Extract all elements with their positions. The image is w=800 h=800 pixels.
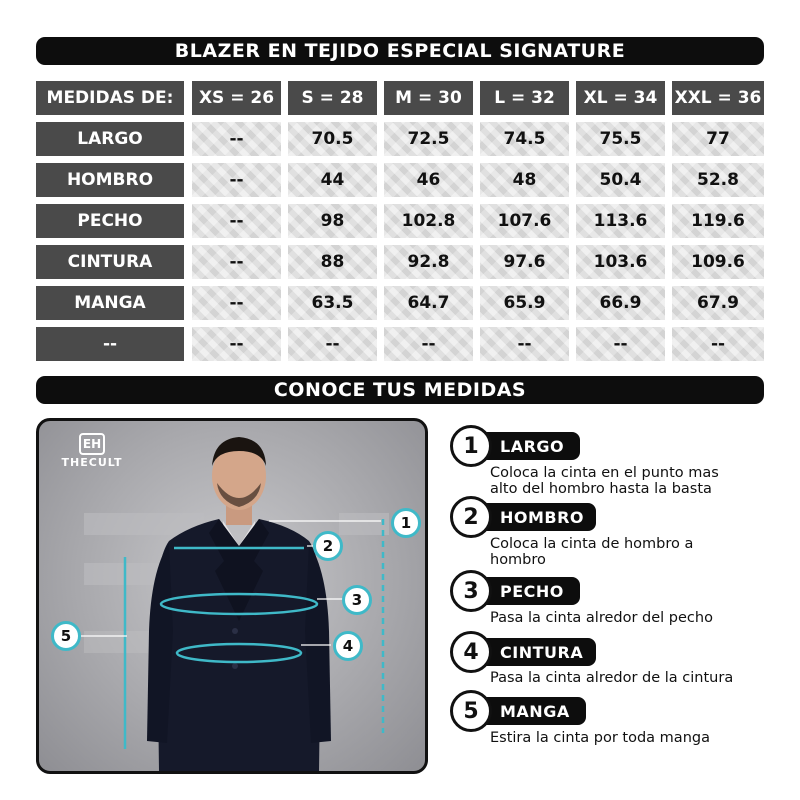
step-3-description: Pasa la cinta alredor del pecho bbox=[490, 610, 713, 626]
table-cell: 48 bbox=[480, 163, 569, 197]
header-size-m: M = 30 bbox=[384, 81, 473, 115]
step-2-title: HOMBRO bbox=[470, 503, 596, 531]
step-2-number: 2 bbox=[450, 496, 492, 538]
table-cell: -- bbox=[576, 327, 665, 361]
step-1-description: Coloca la cinta en el punto mas alto del hombro hasta la basta bbox=[490, 465, 719, 497]
marker-1: 1 bbox=[391, 508, 421, 538]
table-cell: -- bbox=[192, 204, 281, 238]
table-cell: 65.9 bbox=[480, 286, 569, 320]
row-label-cintura: CINTURA bbox=[36, 245, 184, 279]
step-1-title: LARGO bbox=[470, 432, 580, 460]
row-label-manga: MANGA bbox=[36, 286, 184, 320]
table-cell: 88 bbox=[288, 245, 377, 279]
table-cell: 52.8 bbox=[672, 163, 764, 197]
header-measure-label: MEDIDAS DE: bbox=[36, 81, 184, 115]
table-cell: 119.6 bbox=[672, 204, 764, 238]
step-4-number: 4 bbox=[450, 631, 492, 673]
size-chart-title: BLAZER EN TEJIDO ESPECIAL SIGNATURE bbox=[36, 37, 764, 65]
marker-5: 5 bbox=[51, 621, 81, 651]
step-5-description: Estira la cinta por toda manga bbox=[490, 730, 710, 746]
header-size-l: L = 32 bbox=[480, 81, 569, 115]
table-cell: 113.6 bbox=[576, 204, 665, 238]
model-photo bbox=[36, 418, 428, 774]
table-cell: -- bbox=[672, 327, 764, 361]
marker-3: 3 bbox=[342, 585, 372, 615]
step-4-title: CINTURA bbox=[470, 638, 596, 666]
table-cell: 64.7 bbox=[384, 286, 473, 320]
header-size-xs: XS = 26 bbox=[192, 81, 281, 115]
table-cell: 72.5 bbox=[384, 122, 473, 156]
table-cell: -- bbox=[192, 245, 281, 279]
step-5-title: MANGA bbox=[470, 697, 586, 725]
table-cell: 97.6 bbox=[480, 245, 569, 279]
table-cell: 66.9 bbox=[576, 286, 665, 320]
table-cell: 70.5 bbox=[288, 122, 377, 156]
row-label-pecho: PECHO bbox=[36, 204, 184, 238]
table-cell: 107.6 bbox=[480, 204, 569, 238]
table-cell: -- bbox=[192, 163, 281, 197]
table-cell: 75.5 bbox=[576, 122, 665, 156]
table-cell: -- bbox=[192, 122, 281, 156]
table-cell: 74.5 bbox=[480, 122, 569, 156]
header-size-s: S = 28 bbox=[288, 81, 377, 115]
table-cell: 109.6 bbox=[672, 245, 764, 279]
brand-logo bbox=[57, 433, 127, 469]
header-size-xl: XL = 34 bbox=[576, 81, 665, 115]
marker-4: 4 bbox=[333, 631, 363, 661]
table-cell: 50.4 bbox=[576, 163, 665, 197]
table-cell: 77 bbox=[672, 122, 764, 156]
table-cell: 63.5 bbox=[288, 286, 377, 320]
brand-name: THECULT bbox=[61, 456, 123, 469]
table-cell: 102.8 bbox=[384, 204, 473, 238]
header-size-xxl: XXL = 36 bbox=[672, 81, 764, 115]
table-cell: 44 bbox=[288, 163, 377, 197]
step-4-description: Pasa la cinta alredor de la cintura bbox=[490, 670, 734, 686]
step-5-number: 5 bbox=[450, 690, 492, 732]
row-label-hombro: HOMBRO bbox=[36, 163, 184, 197]
section-title: CONOCE TUS MEDIDAS bbox=[36, 376, 764, 404]
table-cell: 98 bbox=[288, 204, 377, 238]
step-2-description: Coloca la cinta de hombro a hombro bbox=[490, 536, 694, 568]
logo-mark: EH bbox=[79, 433, 105, 455]
row-label-empty: -- bbox=[36, 327, 184, 361]
table-cell: -- bbox=[192, 327, 281, 361]
table-cell: 103.6 bbox=[576, 245, 665, 279]
row-label-largo: LARGO bbox=[36, 122, 184, 156]
step-1-number: 1 bbox=[450, 425, 492, 467]
table-cell: 92.8 bbox=[384, 245, 473, 279]
table-cell: 46 bbox=[384, 163, 473, 197]
table-cell: -- bbox=[192, 286, 281, 320]
table-cell: -- bbox=[384, 327, 473, 361]
step-3-title: PECHO bbox=[470, 577, 580, 605]
step-3-number: 3 bbox=[450, 570, 492, 612]
table-cell: -- bbox=[480, 327, 569, 361]
marker-2: 2 bbox=[313, 531, 343, 561]
table-cell: -- bbox=[288, 327, 377, 361]
table-cell: 67.9 bbox=[672, 286, 764, 320]
